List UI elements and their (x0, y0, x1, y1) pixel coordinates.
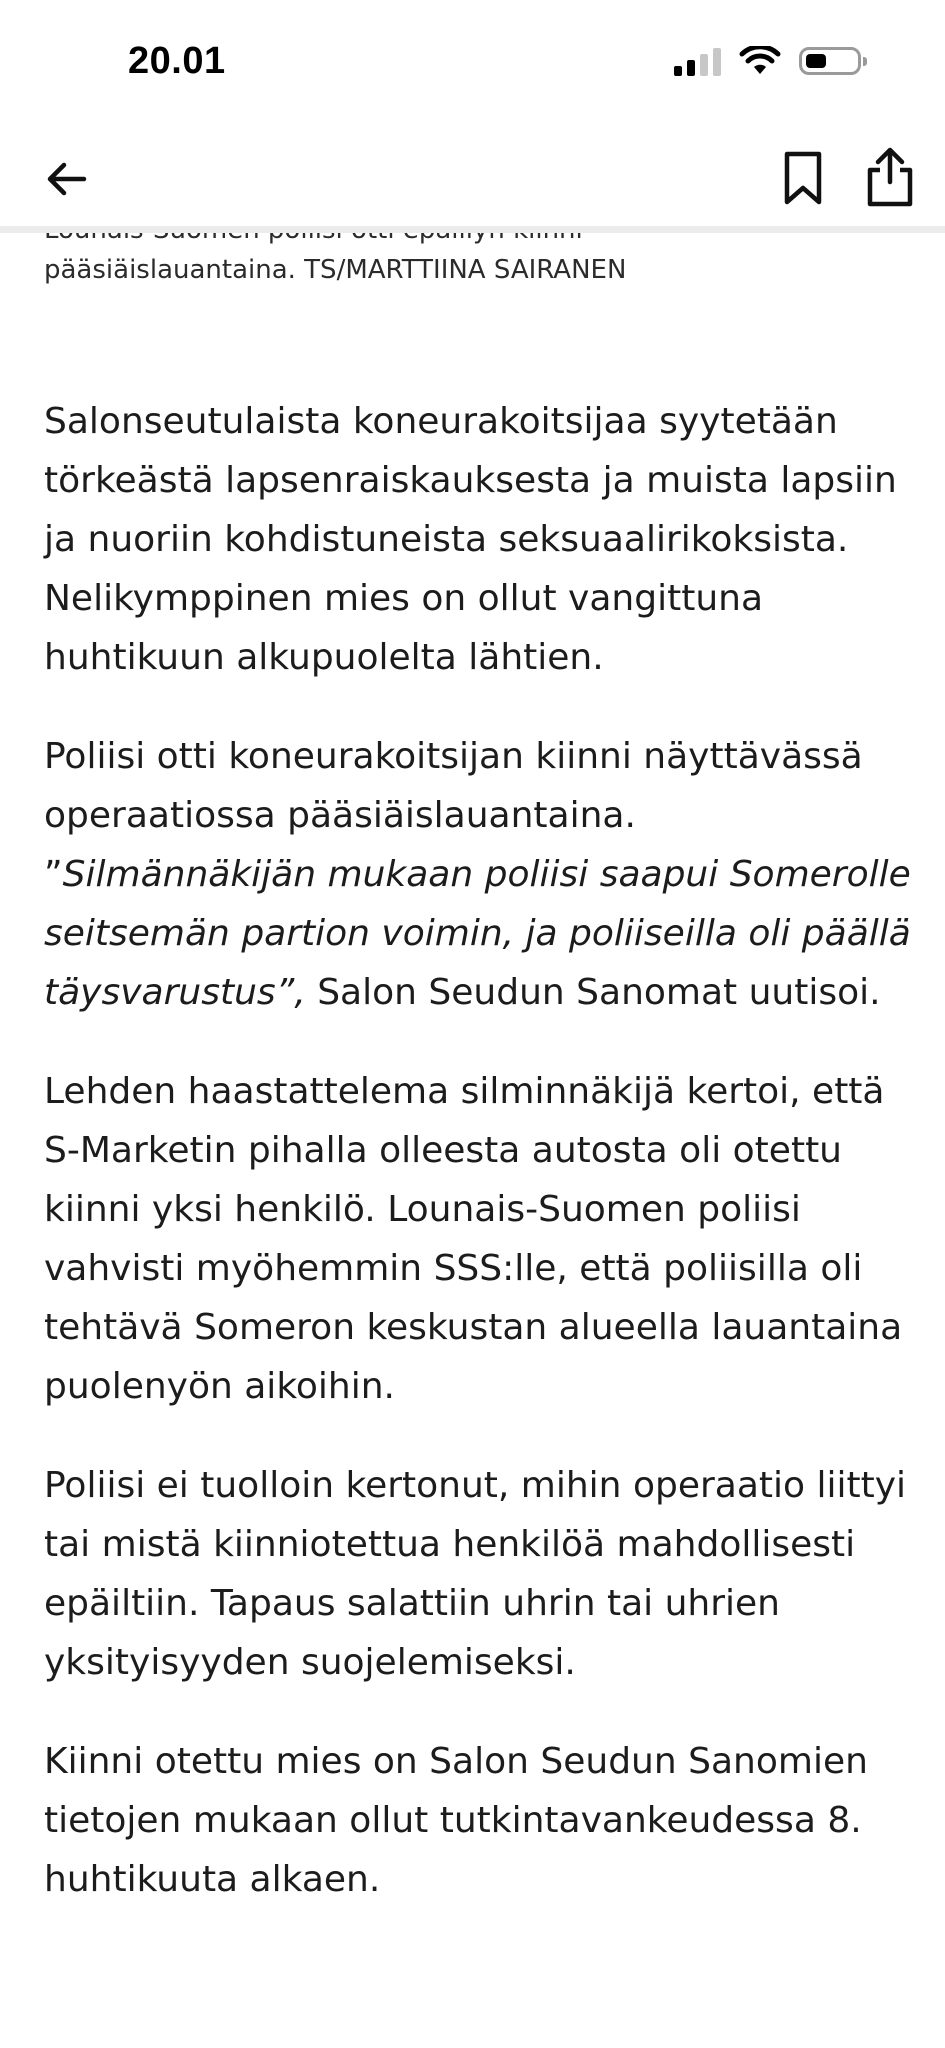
wifi-icon (739, 46, 781, 76)
battery-icon (799, 47, 861, 75)
article-paragraph (44, 727, 914, 1022)
image-caption-line: pääsiäislauantaina. TS/MARTTIINA SAIRANEN (44, 255, 627, 285)
back-button[interactable] (44, 156, 90, 202)
article-quote: Silmännäkijän mukaan poliisi saapui Somerolle seitsemän partion voimin, ja poliiseilla oli päällä täysvarustus”, (44, 854, 911, 1013)
article-text: Poliisi otti koneurakoitsijan kiinni näyttävässä operaatiossa pääsiäislauantaina. ” (44, 736, 863, 895)
cellular-signal-icon (674, 46, 721, 76)
status-bar (0, 0, 945, 130)
arrow-left-icon (44, 156, 90, 202)
status-time: 20.01 (128, 40, 226, 82)
share-icon (864, 146, 916, 208)
bookmark-button[interactable] (780, 150, 826, 206)
bookmark-icon (780, 150, 826, 206)
article-body (44, 392, 914, 1949)
article-paragraph: Lehden haastattelema silminnäkijä kertoi, että S-Marketin pihalla olleesta autosta oli otettu kiinni yksi henkilö. Lounais-Suomen poliisi vahvisti myöhemmin SSS:lle, että poliisilla oli tehtävä Someron keskustan alueella lauantaina puolenyön aikoihin. (44, 1071, 903, 1407)
article-paragraph: Poliisi ei tuolloin kertonut, mihin operaatio liittyi tai mistä kiinniotettua henkilöä mahdollisesti epäiltiin. Tapaus salattiin uhrin tai uhrien yksityisyyden suojelemiseksi. (44, 1465, 907, 1683)
share-button[interactable] (864, 146, 916, 208)
article-text: Salon Seudun Sanomat uutisoi. (305, 972, 881, 1013)
article-nav-bar (0, 130, 945, 233)
status-icons (674, 46, 861, 76)
article-paragraph: Salonseutulaista koneurakoitsijaa syytetään törkeästä lapsenraiskauksesta ja muista lapsiin ja nuoriin kohdistuneista seksuaalirikoksista. Nelikymppinen mies on ollut vangittuna huhtikuun alkupuolelta lähtien. (44, 401, 897, 678)
article-paragraph: Kiinni otettu mies on Salon Seudun Sanomien tietojen mukaan ollut tutkintavankeudessa 8. huhtikuuta alkaen. (44, 1741, 868, 1900)
